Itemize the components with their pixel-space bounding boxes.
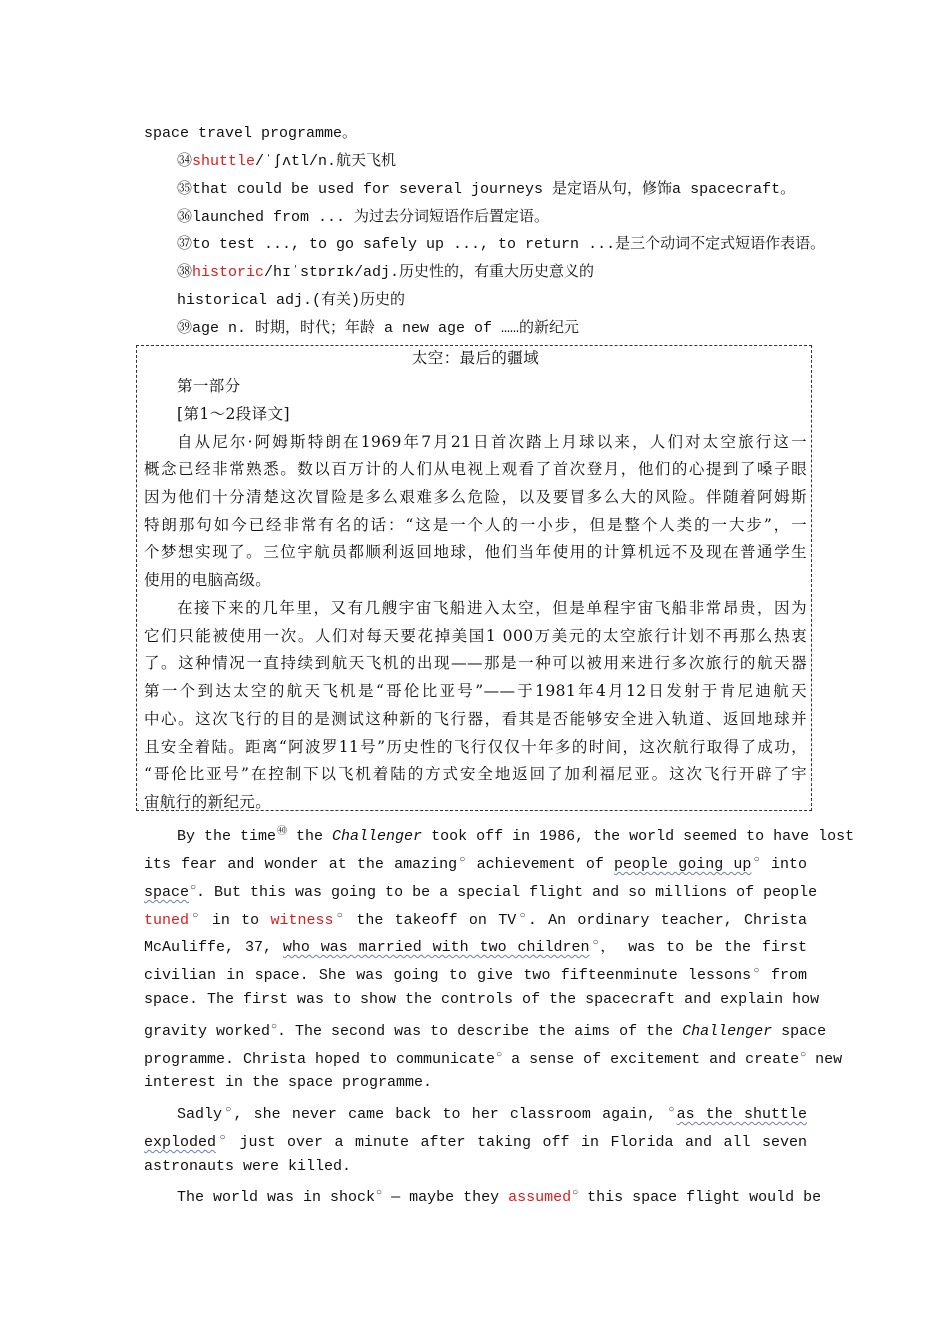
translation-line: 了。这种情况一直持续到航天飞机的出现——那是一种可以被用来进行多次旅行的航天器: [144, 654, 807, 672]
passage-line: space○. But this was going to be a special flight and so millions of people: [144, 883, 818, 901]
note-34: [177, 152, 807, 172]
translation-line: 个梦想实现了。三位宇航员都顺利返回地球，他们当年使用的计算机远不及现在普通学生: [144, 543, 807, 561]
note-39: ㊴age n. 时期，时代；年龄 a new age of ……的新纪元: [177, 320, 580, 337]
translation-part: 第一部分: [177, 377, 241, 395]
passage-line: tuned○ in to witness○ the takeoff on TV○. An ordinary teacher, Christa: [144, 911, 807, 929]
passage-line: exploded○ just over a minute after taking off in Florida and all seven: [144, 1133, 807, 1151]
translation-line: “哥伦比亚号”在控制下以飞机着陆的方式安全地返回了加利福尼亚。这次飞行开辟了宇: [144, 765, 807, 783]
translation-line: 在接下来的几年里，又有几艘宇宙飞船进入太空，但是单程宇宙飞船非常昂贵，因为: [177, 599, 807, 617]
translation-line: 它们只能被使用一次。人们对每天要花掉美国1 000万美元的太空旅行计划不再那么热衷: [144, 627, 807, 645]
highlighted-word: assumed: [508, 1189, 572, 1206]
translation-title: 太空：最后的疆域: [411, 349, 540, 367]
passage-line: its fear and wonder at the amazing○ achievement of people going up○ into: [144, 855, 807, 873]
vocab-word: shuttle: [192, 153, 256, 170]
passage-line: By the time$^㊵$ the Challenger took off in 1986, the world seemed to have lost: [177, 827, 855, 845]
translation-line: 自从尼尔·阿姆斯特朗在1969年7月21日首次踏上月球以来，人们对太空旅行这一: [177, 433, 807, 451]
note-37: ㊲to test ..., to go safely up ..., to return ...是三个动词不定式短语作表语。: [177, 236, 826, 253]
passage-line: interest in the space programme.: [144, 1074, 433, 1091]
translation-line: 第一个到达太空的航天飞机是“哥伦比亚号”——于1981年4月12日发射于肯尼迪航天: [144, 682, 807, 700]
passage-line: The world was in shock○ — maybe they assumed○ this space flight would be: [177, 1188, 822, 1206]
translation-label: [第1～2段译文]: [177, 405, 290, 423]
translation-line: 概念已经非常熟悉。数以百万计的人们从电视上观看了首次登月，他们的心提到了嗓子眼: [144, 460, 807, 478]
note-text: /ˈʃʌtl/n.航天飞机: [255, 153, 397, 170]
highlighted-word: tuned: [144, 912, 190, 929]
highlighted-word: witness: [270, 912, 334, 929]
note-38b: historical adj.(有关)历史的: [177, 292, 406, 309]
note-35: ㉟that could be used for several journeys 是定语从句，修饰a spacecraft。: [177, 181, 796, 198]
passage-line: gravity worked○. The second was to describe the aims of the Challenger space: [144, 1022, 827, 1040]
translation-line: 且安全着陆。距离“阿波罗11号”历史性的飞行仅仅十年多的时间，这次航行取得了成功，: [144, 738, 807, 756]
vocab-word: historic: [192, 264, 265, 281]
note-36: ㊱launched from ... 为过去分词短语作后置定语。: [177, 209, 550, 226]
translation-line: 因为他们十分清楚这次冒险是多么艰难多么危险，以及要冒多么大的风险。伴随着阿姆斯: [144, 488, 807, 506]
translation-line: 中心。这次飞行的目的是测试这种新的飞行器，看其是否能够安全进入轨道、返回地球并: [144, 710, 807, 728]
passage-line: McAuliffe, 37, who was married with two children○， was to be the first: [144, 938, 807, 956]
note-number: ㉞: [177, 153, 193, 170]
translation-line: 宙航行的新纪元。: [144, 793, 272, 811]
passage-line: civilian in space. She was going to give two fifteenminute lessons○ from: [144, 966, 807, 984]
translation-line: 特朗那句如今已经非常有名的话：“这是一个人的一小步，但是整个人类的一大步”，一: [144, 516, 807, 534]
note-number: ㊳: [177, 264, 193, 281]
note-text: /hɪˈstɒrɪk/adj.历史性的，有重大历史意义的: [264, 264, 595, 281]
translation-line: 使用的电脑高级。: [144, 571, 272, 589]
passage-line: programme. Christa hoped to communicate○ a sense of excitement and create○ new: [144, 1050, 843, 1068]
passage-line: astronauts were killed.: [144, 1158, 352, 1175]
note-line-intro: space travel programme。: [144, 125, 358, 142]
note-38: [177, 263, 807, 283]
passage-line: space. The first was to show the controls of the spacecraft and explain how: [144, 991, 820, 1008]
passage-line: Sadly○, she never came back to her classroom again, ○as the shuttle: [177, 1105, 807, 1123]
